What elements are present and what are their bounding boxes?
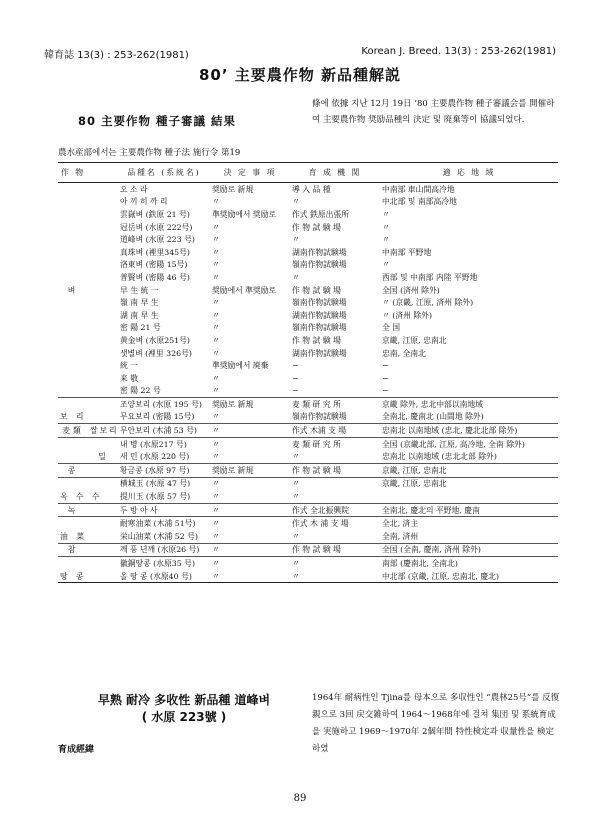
subcrop-cell — [88, 334, 118, 347]
region-cell: 〃 (京畿, 江原, 済州 除外) — [382, 298, 474, 308]
decision-cell: 〃 — [212, 531, 220, 541]
institution-cell: 〃 — [292, 531, 300, 541]
institution-cell: 嶺南作物試験場 — [292, 323, 347, 333]
decision-cell: 〃 — [212, 323, 220, 333]
region-cell: 全国 (京畿北部, 江原, 高冷地, 全南 除外) — [380, 437, 558, 450]
subcrop-cell — [88, 398, 118, 411]
institution-cell: 麦 類 研 究 所 — [290, 437, 380, 450]
decision-cell: 奨励에서 準奨励로 — [212, 285, 277, 295]
institution-cell: 作式 木浦 支 場 — [290, 424, 380, 438]
table-row — [58, 517, 558, 530]
subcrop-cell — [88, 309, 118, 322]
region-cell: − — [382, 361, 389, 371]
region-cell: 全国 (全南, 慶南, 済州 除外) — [380, 543, 558, 557]
institution-cell: − — [292, 386, 299, 396]
variety-cell: 오 소 라 — [120, 184, 148, 194]
intro-paragraph: 條에 依據 지난 12月 19日 ’80 主要農作物 種子審議会를 開催하여 主要農作物 奨励品種의 決定 및 廃棄等이 協議되었다. — [312, 99, 555, 125]
subcrop-cell — [88, 183, 118, 196]
header-variety: 品種名 (系統名) — [118, 163, 210, 183]
region-cell: 忠南北 以南地域 (忠北, 慶北北部 除外) — [380, 424, 558, 438]
subcrop-cell — [88, 517, 118, 530]
institution-cell: 嶺南作物試験場 — [292, 260, 347, 270]
variety-cell: 提川玉 (水原 57 号) — [120, 492, 191, 502]
decision-cell: 準奨励에서 廃棄 — [212, 361, 269, 371]
crop-cell — [58, 233, 88, 246]
subcrop-cell: 밀 — [98, 452, 108, 462]
decision-cell: 〃 — [212, 310, 220, 320]
table-row — [58, 557, 558, 570]
decision-cell: 〃 — [210, 543, 290, 557]
institution-cell: 湖南作物試験場 — [292, 348, 347, 358]
decision-cell: 〃 — [212, 260, 220, 270]
institution-cell: 〃 — [292, 197, 300, 207]
institution-cell: 導 入 品 種 — [292, 184, 331, 194]
table-row — [58, 464, 558, 478]
crop-cell — [58, 221, 88, 234]
section2-subheading: 育成經緯 — [58, 745, 95, 755]
crop-cell — [58, 296, 88, 309]
region-cell: − — [382, 386, 389, 396]
header-crop: 作 物 — [58, 163, 88, 183]
institution-cell: 嶺南作物試験場 — [292, 298, 347, 308]
decision-cell: 〃 — [212, 272, 220, 282]
decision-cell: 奨励로 新規 — [210, 398, 290, 411]
crop-cell — [58, 450, 88, 463]
variety-cell: 冠岳벼 (水原 222号) — [120, 222, 193, 232]
crop-cell — [58, 347, 88, 360]
table-row — [58, 490, 558, 503]
region-cell: 〃 — [382, 260, 390, 270]
decision-cell: 奨励로 新規 — [210, 464, 290, 478]
variety-cell: 密 陽 22 号 — [120, 386, 161, 396]
subcrop-cell — [88, 411, 118, 424]
variety-cell: 새 민 (水原 220 号) — [120, 452, 190, 462]
table-row — [58, 570, 558, 583]
subcrop-cell — [88, 208, 118, 221]
region-cell: 京畿, 江原, 忠南北 — [380, 477, 558, 490]
crop-cell — [58, 334, 88, 347]
decision-cell: 〃 — [212, 373, 220, 383]
subcrop-cell — [88, 271, 118, 284]
subcrop-cell — [88, 477, 118, 490]
table-row — [58, 296, 558, 309]
region-cell: 全南北, 慶南北 (山間地 除外) — [382, 412, 484, 422]
subcrop-cell — [88, 464, 118, 478]
institution-cell: 作式 木 浦 支 場 — [290, 517, 380, 530]
decision-cell: 〃 — [212, 235, 220, 245]
region-cell: 南部 (慶南北, 全南北) — [380, 557, 558, 570]
variety-cell: 普賢벼 (密陽 46 号) — [120, 272, 190, 282]
decision-cell: 〃 — [212, 452, 220, 462]
table-row — [58, 259, 558, 272]
institution-cell: 作 物 試 験 場 — [292, 335, 341, 345]
region-cell: 全 国 — [382, 323, 401, 333]
institution-cell: 〃 — [292, 272, 300, 282]
institution-cell: 嶺南作物試験場 — [292, 412, 347, 422]
subcrop-cell — [88, 570, 118, 583]
region-cell: 京畿 除外, 忠北中部以南地域 — [380, 398, 558, 411]
table-row — [58, 183, 558, 196]
region-cell: 中北部 (京畿, 江原, 忠南北, 慶北) — [380, 570, 558, 583]
subcrop-cell — [88, 196, 118, 209]
institution-cell: 作 物 試 験 場 — [292, 222, 341, 232]
crop-cell — [58, 477, 88, 490]
institution-cell: 〃 — [290, 557, 380, 570]
region-cell: 全国 (済州 除外) — [382, 285, 440, 295]
variety-cell: 横城玉 (水原 47 号) — [118, 477, 210, 490]
subcrop-cell — [88, 284, 118, 297]
crop-cell: 보 리 — [60, 412, 87, 422]
region-cell: 全南北, 慶北의 平野地, 慶南 — [380, 503, 558, 517]
institution-cell: 〃 — [290, 477, 380, 490]
region-cell: 中北部 및 南部高冷地 — [382, 197, 457, 207]
variety-cell: 洛東벼 (密陽 15号) — [120, 260, 188, 270]
institution-cell: 麦 類 研 究 所 — [290, 398, 380, 411]
table-row — [58, 503, 558, 517]
decision-cell: 〃 — [212, 247, 220, 257]
decision-table — [58, 162, 558, 583]
decision-cell: 〃 — [212, 197, 220, 207]
crop-cell — [58, 196, 88, 209]
crop-cell — [58, 359, 88, 372]
decision-cell: 〃 — [212, 412, 220, 422]
decision-cell: 準奨励에서 奨励로 — [212, 209, 277, 219]
institution-cell: 〃 — [290, 570, 380, 583]
crop-cell — [58, 557, 88, 570]
crop-cell — [58, 322, 88, 335]
variety-cell: 황금콩 (水原 97 号) — [118, 464, 210, 478]
variety-cell: 道峰벼 (水原 223 号) — [120, 235, 195, 245]
table-row — [58, 284, 558, 297]
crop-cell — [58, 259, 88, 272]
institution-cell: 作式 鉄原出張所 — [292, 209, 350, 219]
variety-cell: 統 一 — [120, 361, 139, 371]
variety-cell: 来 敬 — [120, 373, 139, 383]
subcrop-cell — [88, 359, 118, 372]
decision-cell: 〃 — [210, 477, 290, 490]
subcrop-cell — [88, 543, 118, 557]
region-cell: 全南, 済州 — [382, 531, 419, 541]
institution-cell: 作 物 試 験 場 — [292, 285, 341, 295]
table-row — [58, 322, 558, 335]
header-institution: 育 成 機 関 — [290, 163, 380, 183]
region-cell: 〃 — [382, 235, 390, 245]
subcrop-cell — [88, 322, 118, 335]
table-row — [58, 309, 558, 322]
table-row — [58, 246, 558, 259]
table-row — [58, 437, 558, 450]
crop-cell: 麦類 — [58, 424, 88, 438]
variety-cell: 真珠벼 (裡里345号) — [120, 247, 190, 257]
crop-cell — [58, 309, 88, 322]
variety-cell: 샛별벼 (裡里 326号) — [120, 348, 192, 358]
region-cell — [380, 490, 558, 503]
variety-cell: 조양보리 (水原 195 号) — [118, 398, 210, 411]
journal-citation-left: 韓育誌 13(3) : 253-262(1981) — [44, 50, 189, 61]
section-subtitle: 80 主要作物 種子審議 結果 — [78, 114, 237, 128]
crop-cell — [58, 437, 88, 450]
table-row — [58, 530, 558, 543]
crop-cell: 油 菜 — [60, 531, 88, 541]
subcrop-cell — [88, 347, 118, 360]
decision-cell: 〃 — [210, 503, 290, 517]
variety-cell: 徽銅땅콩 (水原35 号) — [118, 557, 210, 570]
header-region: 適 応 地 域 — [380, 163, 558, 183]
crop-cell: 녹 — [58, 503, 88, 517]
variety-cell: 嶺 南 早 生 — [120, 298, 159, 308]
decision-cell: 〃 — [212, 492, 220, 502]
table-row — [58, 398, 558, 411]
crop-cell: 참 — [58, 543, 88, 557]
decision-cell: 〃 — [212, 335, 220, 345]
institution-cell: 湖南作物試験場 — [292, 310, 347, 320]
variety-cell: 黄金벼 (水原251号) — [120, 335, 190, 345]
page-number: 89 — [293, 793, 307, 804]
page-title: 80’ 主要農作物 新品種解説 — [198, 66, 402, 84]
variety-cell: 栄山油菜 (木浦 52 号) — [120, 531, 199, 541]
table-row — [58, 208, 558, 221]
variety-cell: 雲嶽벼 (鉄原 21 号) — [120, 209, 190, 219]
region-cell: 京畿, 江原, 忠南北 — [382, 335, 447, 345]
variety-cell: 早 生 統 一 — [120, 285, 159, 295]
region-cell: 忠南北 以南地域 (忠北北部 除外) — [382, 452, 497, 462]
decision-cell: 〃 — [210, 424, 290, 438]
table-row — [58, 334, 558, 347]
decision-cell: 〃 — [212, 386, 220, 396]
institution-cell: 〃 — [292, 452, 300, 462]
table-row — [58, 543, 558, 557]
decision-cell: 〃 — [212, 222, 220, 232]
region-cell: 西部 및 中南部 内陸 平野地 — [382, 272, 478, 282]
institution-cell: 〃 — [292, 492, 300, 502]
intro-note: 農水産部에서는 主要農作物 種子法 施行令 第19 — [58, 148, 241, 158]
crop-cell — [58, 517, 88, 530]
institution-cell: 〃 — [292, 235, 300, 245]
subcrop-cell — [88, 221, 118, 234]
crop-cell — [58, 372, 88, 385]
crop-cell — [58, 246, 88, 259]
region-cell: 中南部 車山間高冷地 — [382, 184, 455, 194]
table-row — [58, 450, 558, 463]
region-cell: 忠南, 全南北 — [382, 348, 426, 358]
institution-cell: 作 物 試 験 場 — [290, 543, 380, 557]
crop-cell — [58, 208, 88, 221]
table-row — [58, 221, 558, 234]
decision-cell: 〃 — [210, 517, 290, 530]
subcrop-cell — [88, 385, 118, 398]
section2-title — [64, 692, 304, 726]
variety-cell: 아 끼 히 까 리 — [120, 197, 168, 207]
section2-title-line2: ( 水原 223號 ) — [141, 710, 227, 724]
table-row — [58, 424, 558, 438]
subcrop-cell — [88, 233, 118, 246]
decision-cell: 〃 — [212, 298, 220, 308]
subcrop-cell — [88, 557, 118, 570]
decision-cell: 〃 — [210, 570, 290, 583]
subcrop-cell — [88, 372, 118, 385]
subcrop-cell — [88, 246, 118, 259]
header-decision: 決 定 事 項 — [210, 163, 290, 183]
subcrop-cell — [88, 503, 118, 517]
decision-cell: 〃 — [210, 557, 290, 570]
table-row — [58, 372, 558, 385]
variety-cell: 耐寒油菜 (木浦 51号) — [118, 517, 210, 530]
institution-cell: 湖南作物試験場 — [292, 247, 347, 257]
crop-cell — [58, 385, 88, 398]
table-body — [58, 183, 558, 583]
table-row — [58, 347, 558, 360]
crop-cell: 벼 — [67, 285, 79, 295]
subcrop-cell: 쌀보리 — [88, 424, 118, 438]
table-row — [58, 271, 558, 284]
section2-paragraph: 1964年 耐病性인 Tjina를 母本으로 多収性인 “農林25号”를 反復親으로 3回 戻交雑하여 1964〜1968年에 걸쳐 集団 및 系統育成을 実施하고 1969〜1970年 2個年間 特性検定과 収量性을 検定하였 — [312, 693, 560, 754]
variety-cell: 올 땅 콩 (水原40 号) — [118, 570, 210, 583]
table-row — [58, 233, 558, 246]
variety-cell: 깨 풍 년깨 (水原26 号) — [118, 543, 210, 557]
subcrop-cell — [88, 296, 118, 309]
region-cell: 〃 (済州 除外) — [382, 310, 433, 320]
variety-cell: 무안보리 (木浦 53 号) — [118, 424, 210, 438]
crop-cell — [58, 398, 88, 411]
variety-cell: 湖 南 早 生 — [120, 310, 159, 320]
decision-cell: 奨励로 新規 — [212, 184, 254, 194]
institution-cell: − — [292, 373, 299, 383]
variety-cell: 두 방 아 사 — [118, 503, 210, 517]
variety-cell: 내 병 (水原217 号) — [118, 437, 210, 450]
crop-cell: 땅 콩 — [58, 570, 88, 583]
table-row — [58, 411, 558, 424]
region-cell: 全北, 済主 — [380, 517, 558, 530]
subcrop-cell — [88, 437, 118, 450]
institution-cell: 作式 全北振興院 — [290, 503, 380, 517]
crop-cell: 콩 — [58, 464, 88, 478]
decision-cell: 〃 — [212, 348, 220, 358]
crop-cell: 옥 수 수 — [60, 492, 103, 502]
region-cell: 〃 — [382, 222, 390, 232]
variety-cell: 密 陽 21 号 — [120, 323, 161, 333]
variety-cell: 무요보리 (密陽 15号) — [120, 412, 195, 422]
region-cell: 中南部 平野地 — [382, 247, 432, 257]
table-row — [58, 359, 558, 372]
subcrop-cell — [88, 530, 118, 543]
journal-citation-right: Korean J. Breed. 13(3) : 253-262(1981) — [361, 46, 556, 57]
section2-title-line1: 早熟 耐冷 多收性 新品種 道峰벼 — [97, 693, 271, 707]
table-row — [58, 385, 558, 398]
institution-cell: − — [292, 361, 299, 371]
table-row — [58, 477, 558, 490]
institution-cell: 作 物 試 験 場 — [290, 464, 380, 478]
crop-cell — [58, 271, 88, 284]
table-header-row — [58, 163, 558, 183]
table-row — [58, 196, 558, 209]
region-cell: 〃 — [382, 209, 390, 219]
region-cell: 京畿, 江原, 忠南北 — [380, 464, 558, 478]
region-cell: − — [382, 373, 389, 383]
subcrop-cell — [88, 259, 118, 272]
decision-cell: 〃 — [210, 437, 290, 450]
crop-cell — [58, 183, 88, 196]
